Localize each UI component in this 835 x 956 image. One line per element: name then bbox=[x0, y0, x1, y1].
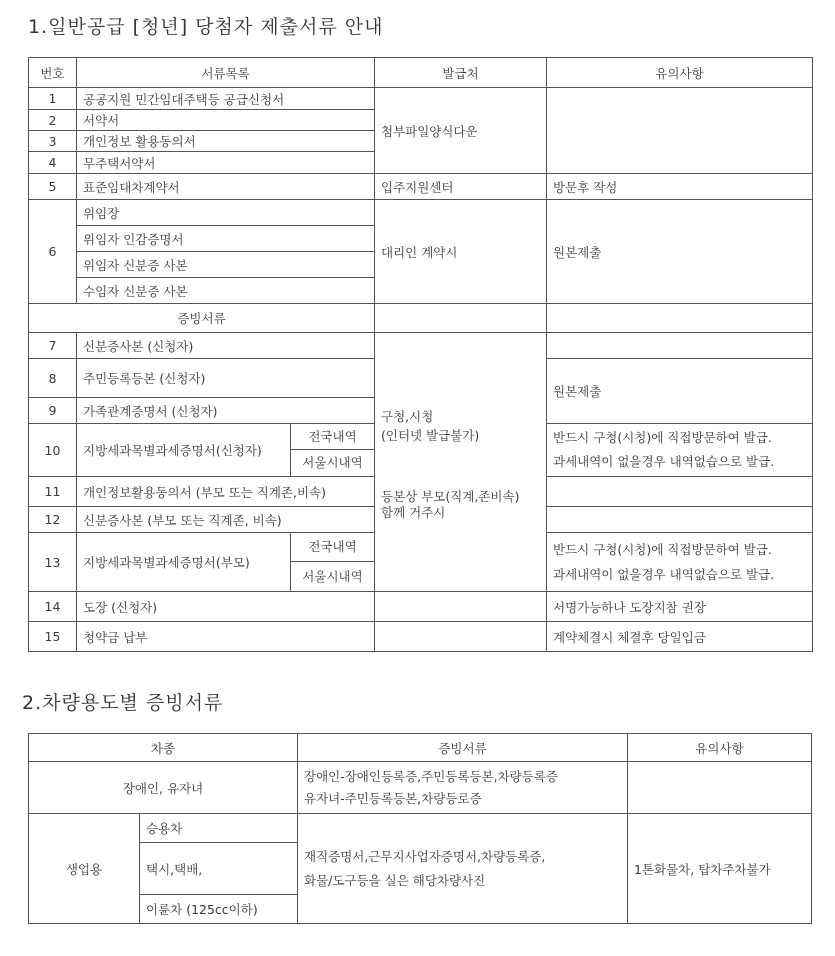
row-no: 7 bbox=[29, 333, 77, 359]
row-issuer: 입주지원센터 bbox=[375, 174, 547, 200]
empty-cell bbox=[375, 592, 547, 622]
row-no: 11 bbox=[29, 477, 77, 507]
empty-cell bbox=[547, 477, 813, 507]
note-line: 과세내역이 없을경우 내역없습으로 발급. bbox=[553, 454, 775, 469]
row-no: 9 bbox=[29, 398, 77, 424]
row-note: 서명가능하나 도장지참 권장 bbox=[547, 592, 813, 622]
row-no: 13 bbox=[29, 533, 77, 592]
row-no: 15 bbox=[29, 622, 77, 652]
row-note bbox=[547, 424, 813, 477]
note-line: 반드시 구청(시청)에 직접방문하여 발급. bbox=[553, 542, 772, 557]
row-subcells bbox=[291, 533, 375, 592]
row-no: 5 bbox=[29, 174, 77, 200]
doc-line: 화물/도구등을 실은 해당차량사진 bbox=[304, 872, 486, 888]
header-notes: 유의사항 bbox=[628, 734, 812, 762]
header-docs: 서류목록 bbox=[77, 58, 375, 88]
empty-cell bbox=[547, 304, 813, 333]
row-doc: 서약서 bbox=[77, 110, 375, 131]
submission-docs-table bbox=[28, 57, 813, 652]
row-doc: 지방세과목별과세증명서(부모) bbox=[77, 533, 291, 592]
row-issuer: 대리인 계약시 bbox=[375, 200, 547, 304]
empty-cell bbox=[375, 304, 547, 333]
header-vehicle-type: 차종 bbox=[29, 734, 298, 762]
vehicle-type-disabled: 장애인, 유자녀 bbox=[29, 762, 298, 814]
section1-title: 1.일반공급 [청년] 당첨자 제출서류 안내 bbox=[28, 16, 384, 38]
issuer-line: 함께 거주시 bbox=[381, 505, 446, 520]
business-sub-car: 승용차 bbox=[140, 814, 298, 843]
empty-cell bbox=[547, 333, 813, 359]
empty-cell bbox=[547, 507, 813, 533]
row-issuer bbox=[375, 333, 547, 592]
business-docs bbox=[298, 814, 628, 924]
row-doc: 공공지원 민간임대주택등 공급신청서 bbox=[77, 88, 375, 110]
row-doc: 표준임대차계약서 bbox=[77, 174, 375, 200]
vehicle-docs-table bbox=[28, 733, 812, 924]
row-no: 4 bbox=[29, 152, 77, 174]
note-line: 과세내역이 없을경우 내역없습으로 발급. bbox=[553, 567, 775, 582]
row-no: 12 bbox=[29, 507, 77, 533]
row-doc: 지방세과목별과세증명서(신청자) bbox=[77, 424, 291, 477]
row-doc: 무주택서약서 bbox=[77, 152, 375, 174]
row-no: 14 bbox=[29, 592, 77, 622]
row-subcells bbox=[291, 424, 375, 477]
empty-cell bbox=[375, 622, 547, 652]
sub-national: 전국내역 bbox=[291, 424, 374, 450]
row-note: 원본제출 bbox=[547, 200, 813, 304]
doc-line: 유자녀-주민등록등본,차량등로증 bbox=[304, 790, 482, 806]
doc-line: 장애인-장애인등록증,주민등록등본,차량등록증 bbox=[304, 768, 558, 784]
business-note: 1톤화물차, 탑차주차불가 bbox=[628, 814, 812, 924]
header-evidence-docs: 증빙서류 bbox=[298, 734, 628, 762]
issuer-line: 구청,시청 bbox=[381, 409, 434, 424]
note-empty bbox=[547, 88, 813, 174]
vehicle-type-business: 생업용 bbox=[29, 814, 140, 924]
issuer-line: (인터넷 발급불가) bbox=[381, 428, 480, 443]
row-doc: 개인정보 활용동의서 bbox=[77, 131, 375, 152]
row-note: 계약체결시 체결후 당일입금 bbox=[547, 622, 813, 652]
business-sub-bike: 이륜차 (125cc이하) bbox=[140, 895, 298, 924]
row-no: 6 bbox=[29, 200, 77, 304]
issuer-line: 등본상 부모(직계,존비속) bbox=[381, 489, 520, 504]
issuer-download: 첨부파일양식다운 bbox=[375, 88, 547, 174]
section2-title: 2.차량용도별 증빙서류 bbox=[22, 692, 224, 714]
note-line: 반드시 구청(시청)에 직접방문하여 발급. bbox=[553, 430, 772, 445]
business-sub-taxi: 택시,택배, bbox=[140, 843, 298, 895]
row-subdoc: 위임자 인감증명서 bbox=[77, 226, 375, 252]
row-no: 10 bbox=[29, 424, 77, 477]
row-no: 8 bbox=[29, 359, 77, 398]
header-notes: 유의사항 bbox=[547, 58, 813, 88]
row-no: 3 bbox=[29, 131, 77, 152]
row-doc: 신분증사본 (신청자) bbox=[77, 333, 375, 359]
sub-seoul: 서울시내역 bbox=[302, 455, 363, 470]
row-doc: 개인정보활용동의서 (부모 또는 직계존,비속) bbox=[77, 477, 375, 507]
header-no: 번호 bbox=[29, 58, 77, 88]
row-doc: 가족관계증명서 (신청자) bbox=[77, 398, 375, 424]
sub-seoul: 서울시내역 bbox=[302, 569, 363, 584]
row-doc: 청약금 납부 bbox=[77, 622, 375, 652]
disabled-docs bbox=[298, 762, 628, 814]
row-note bbox=[547, 533, 813, 592]
row-note: 방문후 작성 bbox=[547, 174, 813, 200]
row-subdoc: 위임장 bbox=[77, 200, 375, 226]
row-subdoc: 위임자 신분증 사본 bbox=[77, 252, 375, 278]
row-doc: 주민등록등본 (신청자) bbox=[77, 359, 375, 398]
row-doc: 도장 (신청자) bbox=[77, 592, 375, 622]
header-issuer: 발급처 bbox=[375, 58, 547, 88]
sub-national: 전국내역 bbox=[291, 533, 374, 562]
row-doc: 신분증사본 (부모 또는 직계존, 비속) bbox=[77, 507, 375, 533]
row-note: 원본제출 bbox=[547, 359, 813, 424]
doc-line: 재직증명서,근무지사업자증명서,차량등록증, bbox=[304, 848, 546, 864]
row-no: 2 bbox=[29, 110, 77, 131]
empty-cell bbox=[628, 762, 812, 814]
row-subdoc: 수임자 신분증 사본 bbox=[77, 278, 375, 304]
row-no: 1 bbox=[29, 88, 77, 110]
evidence-header: 증빙서류 bbox=[29, 304, 375, 333]
